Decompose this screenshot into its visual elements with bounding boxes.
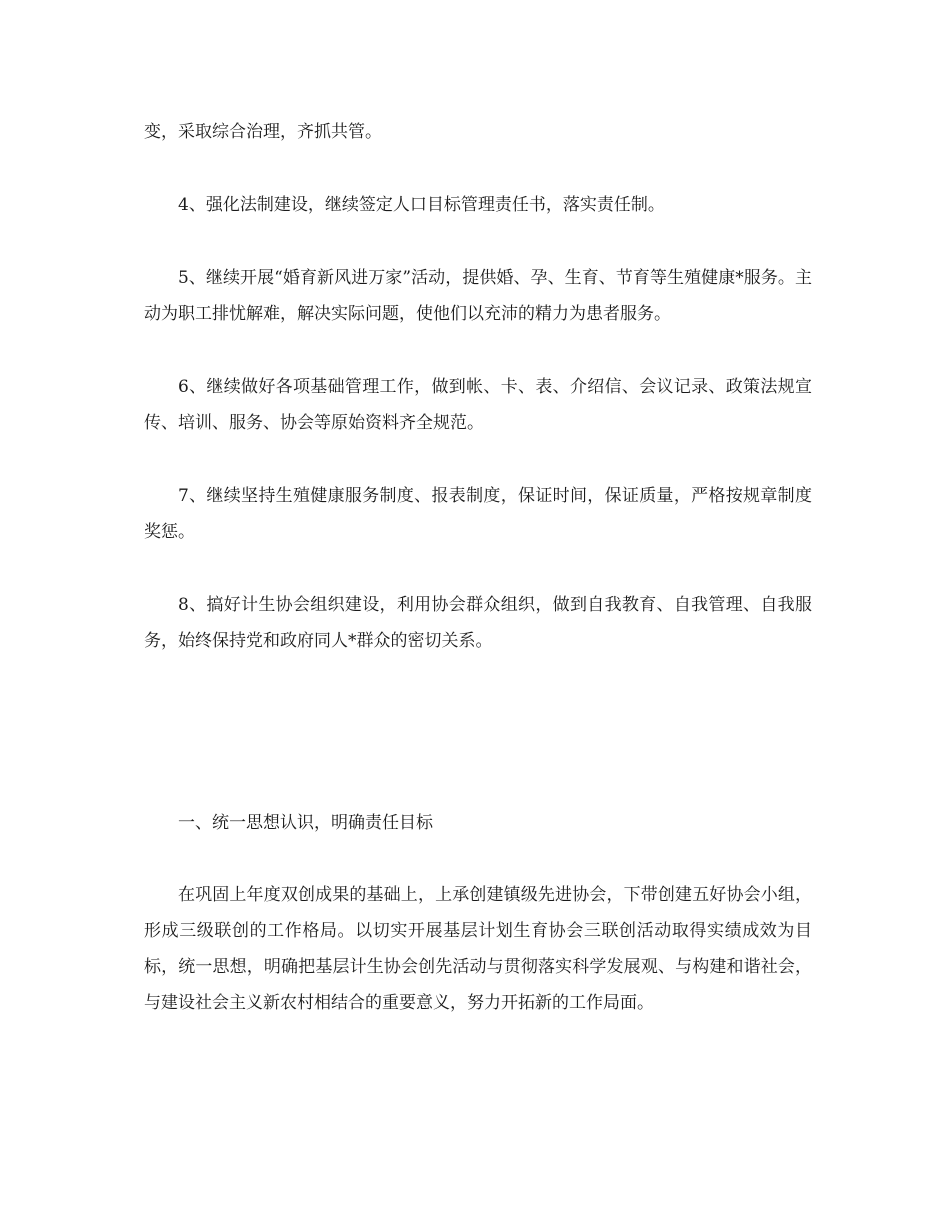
paragraph-item-7: 7、继续坚持生殖健康服务制度、报表制度，保证时间，保证质量，严格按规章制度奖惩。 xyxy=(144,486,812,542)
paragraph-body: 在巩固上年度双创成果的基础上，上承创建镇级先进协会，下带创建五好协会小组，形成三级联创的工作格局。以切实开展基层计划生育协会三联创活动取得实绩成效为目标，统一思想，明确把基层计生协会创先活动与贯彻落实科学发展观、与构建和谐社会，与建设社会主义新农村相结合的重要意义，努力开拓新的工作局面。 xyxy=(144,885,812,1013)
paragraph-item-4: 4、强化法制建设，继续签定人口目标管理责任书，落实责任制。 xyxy=(178,195,665,215)
paragraph-item-5: 5、继续开展“婚育新风进万家”活动，提供婚、孕、生育、节育等生殖健康*服务。主动为职工排忧解难，解决实际问题，使他们以充沛的精力为患者服务。 xyxy=(144,268,812,324)
paragraph-continuation: 变，采取综合治理，齐抓共管。 xyxy=(144,122,382,142)
section-heading: 一、统一思想认识，明确责任目标 xyxy=(178,813,433,833)
paragraph-item-8: 8、搞好计生协会组织建设，利用协会群众组织，做到自我教育、自我管理、自我服务，始终保持党和政府同人*群众的密切关系。 xyxy=(144,595,812,651)
paragraph-item-6: 6、继续做好各项基础管理工作，做到帐、卡、表、介绍信、会议记录、政策法规宣传、培训、服务、协会等原始资料齐全规范。 xyxy=(144,377,812,433)
